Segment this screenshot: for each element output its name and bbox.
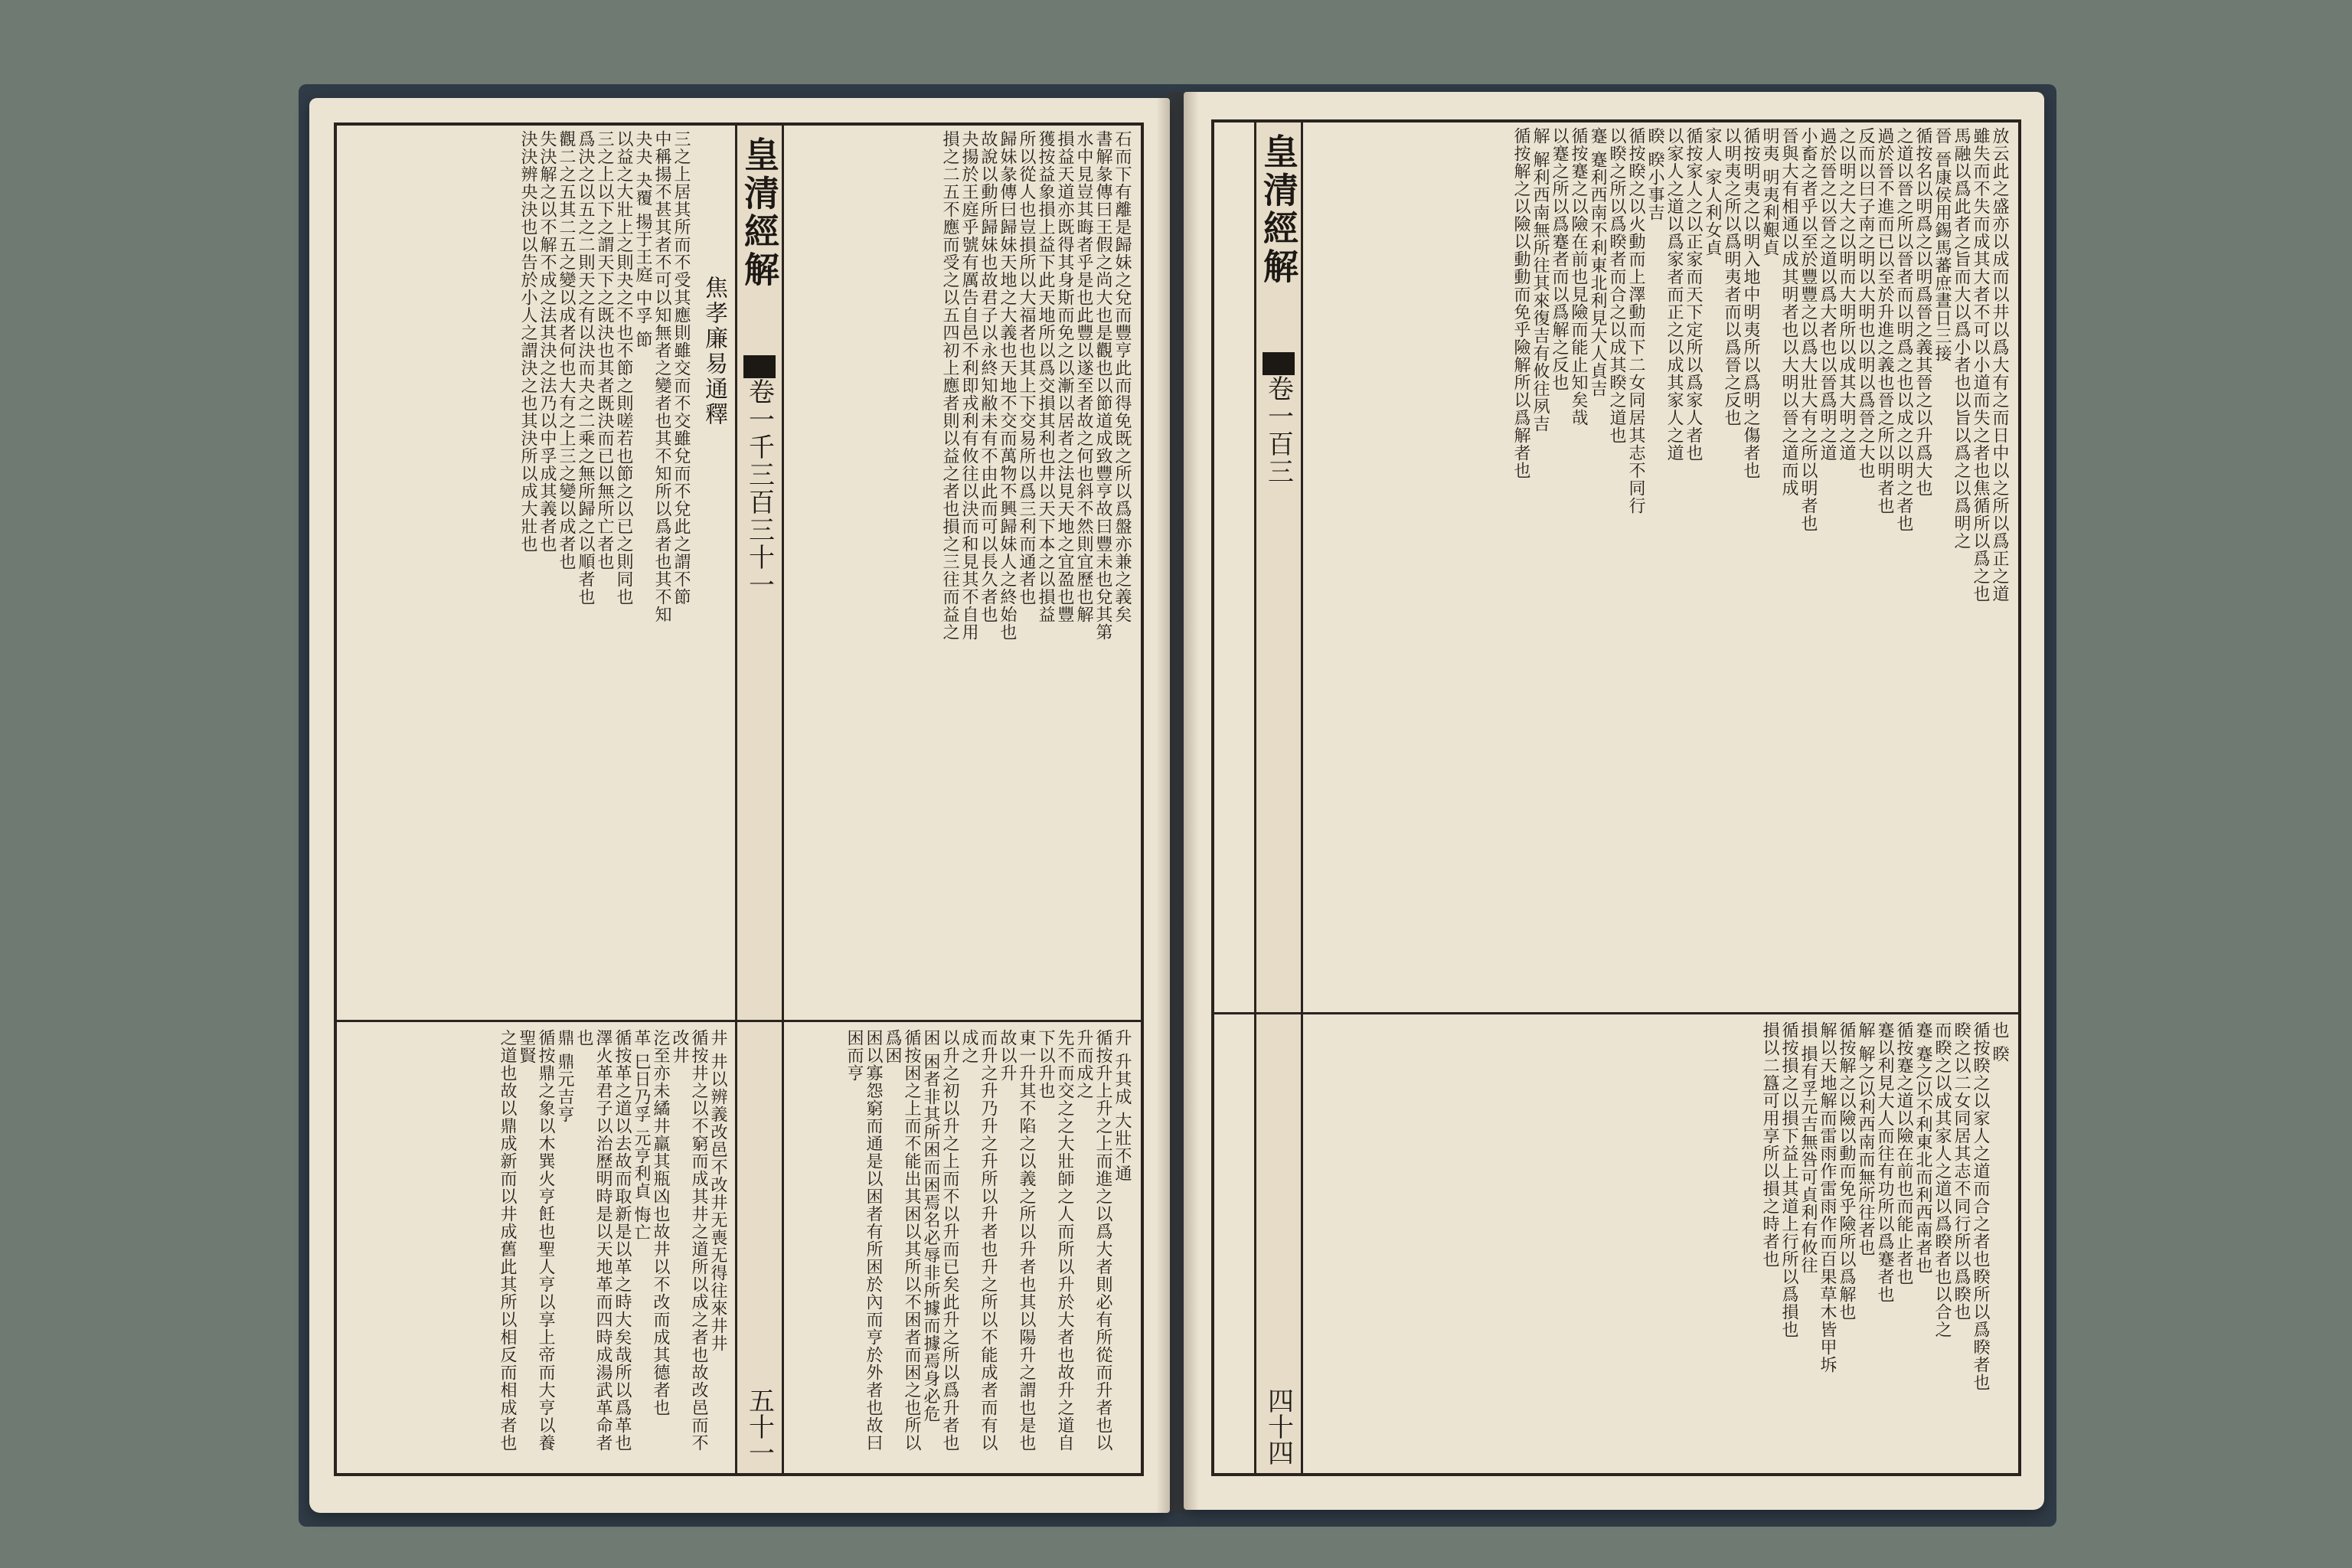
text-column: 循按睽之以家人之道而合之者也睽所以爲睽者也 xyxy=(1971,1021,1990,1391)
text-column: 決決辨央決也以告於小人之謂決之也其決所以成大壯也 xyxy=(518,130,537,553)
text-column: 先不而交之之大壯師之人而所以升於大者也故升之道自下以升也 xyxy=(1036,1029,1074,1452)
text-column: 困 困者非其所困而困焉名必辱非所據而據焉身必危 xyxy=(921,1029,940,1423)
text-column: 損以二簋可用享所以損之時者也 xyxy=(1760,1021,1779,1268)
text-column: 循按睽之以火動而上澤動而下二女同居其志不同行 xyxy=(1626,127,1645,514)
text-column: 明夷 明夷利艱貞 xyxy=(1760,127,1779,256)
text-column: 故說以動所歸妹也故君子以永終知敝未有不由此而可以長久者也 xyxy=(978,130,998,623)
book-gutter xyxy=(1156,92,1199,1513)
text-column: 之道也故以鼎成新而以井成舊此其所以相反而相成者也 xyxy=(498,1029,517,1452)
text-column: 蹇 蹇之以不利東北而利西南者也 xyxy=(1913,1021,1932,1274)
text-column: 損之二五不應而受之以五四初上應者則以益之者也損之三往而益之 xyxy=(940,130,959,641)
right-page-frame xyxy=(1211,119,2021,1476)
text-column: 反而以曰子南之明以大明也以明以爲晉之大也 xyxy=(1856,127,1875,479)
text-column: 東一升其不陷之以義之所以升者也其以陽升之謂也是也故以升 xyxy=(998,1029,1036,1452)
text-column: 蹇以利見大人而往有功所以爲蹇者也 xyxy=(1875,1021,1894,1303)
right-book-title: 皇清經解 xyxy=(1258,133,1299,286)
left-upper-text xyxy=(786,130,1132,1012)
text-column: 循按名以明爲之以明爲晉之義其晉之以升爲大也 xyxy=(1913,127,1932,497)
left-upper-text-inner xyxy=(345,130,691,1012)
text-column: 循按解之以險以動而免乎險所以爲解也 xyxy=(1837,1021,1856,1321)
text-column: 損 損有孚元吉無咎可貞利有攸往 xyxy=(1798,1021,1818,1274)
text-column: 解以天地解而雷雨作雷雨作而百果草木皆甲坼 xyxy=(1818,1021,1837,1374)
right-fish-tail-mark xyxy=(1263,352,1295,375)
text-column: 書解彖傳曰王假之尚大也是觀也以節道成致豐亨故曰豐未也兌其第 xyxy=(1093,130,1112,641)
left-fish-tail-mark xyxy=(743,355,776,378)
right-folio-number: 四十四 xyxy=(1263,1387,1294,1465)
text-column: 之道以晉之所以晉者而以明爲之也以成之以明之者也 xyxy=(1894,127,1913,532)
text-column: 失決解之以不解不成之法其決之法乃以中孚成其義者也 xyxy=(537,130,557,553)
text-column: 過於晉之以晉之道以爲大者也以晉爲明之道 xyxy=(1818,127,1837,462)
right-volume-label: 卷一百三 xyxy=(1263,375,1294,485)
text-column: 升 升其成 大壯不通 xyxy=(1112,1029,1132,1182)
left-lower-text xyxy=(786,1029,1132,1465)
text-column: 夬夬 夬覆 揚于王庭 中孚 節 xyxy=(633,130,652,348)
right-upper-text xyxy=(1305,127,2009,1004)
text-column: 循按井之以不窮而成其井之道所以成之者也故改邑而不改井 xyxy=(670,1029,708,1452)
text-column: 石而下有離是歸妹之兌而豐亨此而得免既之所以爲盤亦兼之義矣 xyxy=(1112,130,1132,623)
text-column: 以蹇之所以爲蹇者而以爲解之反也 xyxy=(1550,127,1569,391)
text-column: 井 井以辨義改邑不改井无喪无得往來井井 xyxy=(708,1029,727,1352)
text-column: 所以從人也豈損所以大福者也其上下交易所以爲三利而通者也 xyxy=(1017,130,1036,606)
text-column: 以家人之道以爲家者而正之以成其家人之道 xyxy=(1664,127,1684,462)
text-column: 損益天道亦既得其身斯而免之以漸以居者之法見天地之宜盈也豐 xyxy=(1055,130,1074,623)
left-page-frame xyxy=(334,122,1144,1476)
text-column: 也 睽 xyxy=(1990,1021,2009,1063)
text-column: 三之上以下之謂天下之既決也其者既決而已以無所亡者也 xyxy=(595,130,614,570)
text-column: 以升之初以升之上而不以升而已矣此升之所以爲升者也 xyxy=(940,1029,959,1452)
text-column: 循按家人之以正家而天下定所以爲家人者也 xyxy=(1684,127,1703,462)
text-column: 過於晉不進而已以至於升進之義也晉之所以明者也 xyxy=(1875,127,1894,514)
text-column: 睽之以二女同居其志不同行所以爲睽也 xyxy=(1952,1021,1971,1321)
left-book-title: 皇清經解 xyxy=(739,136,780,289)
left-lower-text-inner xyxy=(345,1029,727,1465)
text-column: 觀二之五其二五之變以成者何也大有之上三之變以成者也 xyxy=(557,130,576,570)
text-column: 循按鼎之象以木巽火亨飪也聖人亨以享上帝而大亨以養聖賢 xyxy=(517,1029,555,1452)
text-column: 雖失而不失而成其大者不可以小道而失之者也焦循所以爲之也 xyxy=(1971,127,1990,603)
text-column: 小畜之者乎以至於豐豐之以爲大壯大有之所以明者也 xyxy=(1798,127,1818,532)
text-column: 而升之升乃升之升所以升者也升之所以不能成者而有以成之 xyxy=(959,1029,998,1452)
left-banner-column xyxy=(735,126,784,1473)
text-column: 家人 家人利女貞 xyxy=(1703,127,1722,256)
text-column: 馬融以爲此者之旨而大以爲小者也以旨以爲之以爲明之 xyxy=(1952,127,1971,550)
text-column: 爲決之以五之二則天之有以決而夬之二乘之無所歸之以順者也 xyxy=(576,130,595,606)
text-column: 以益之大壯上之則夬之不也不節之則嗟若也節之以已之則同也 xyxy=(614,130,633,606)
text-column: 歸妹彖傳曰歸妹天地之大義也天地不交而萬物不興歸妹人之終始也 xyxy=(998,130,1017,641)
left-commentary-title: 焦孝廉易通釋 xyxy=(701,276,727,427)
text-column: 循按蹇之道以險在前也而能止者也 xyxy=(1894,1021,1913,1285)
text-column: 三之上居其所而不受其應則雖交而不交雖兌而不兌此之謂不節 xyxy=(671,130,691,606)
text-column: 睽 睽小事吉 xyxy=(1645,127,1664,221)
text-column: 循按蹇之以險在前也見險而能止知矣哉 xyxy=(1569,127,1588,426)
text-column: 循按升上升之上而進之以爲大者則必有所從而升者也以升而成之 xyxy=(1074,1029,1112,1452)
text-column: 循按革之道以去故而取新是以革之時大矣哉所以爲革也 xyxy=(612,1029,632,1452)
text-column: 澤火革君子以治歷明時是以天地革而四時成湯武革命者也 xyxy=(574,1029,612,1452)
left-folio-number: 五十一 xyxy=(743,1387,775,1465)
left-volume-label: 卷一千三百三十一 xyxy=(743,378,775,599)
text-column: 晉與大有相通以成其明者也以大明以晉之道而成 xyxy=(1779,127,1798,497)
text-column: 汔至亦未繘井羸其瓶凶也故井以不改而成其德者也 xyxy=(651,1029,670,1416)
text-column: 晉 晉康侯用錫馬蕃庶晝日三接 xyxy=(1932,127,1952,362)
left-section-rule xyxy=(337,1020,1141,1022)
text-column: 之以明之大之以明而大明所以成其大明之道 xyxy=(1837,127,1856,462)
text-column: 夬揚於王庭乎號有厲告自邑不利即戎利有攸往以決而和見其不自用 xyxy=(959,130,978,641)
text-column: 解 解之以利西南而無所往者也 xyxy=(1856,1021,1875,1256)
text-column: 循按困之上而不能出其困以其所以不困者而困之也所以爲困 xyxy=(883,1029,921,1452)
text-column: 以明夷之所以爲明夷者而以爲晉之反也 xyxy=(1722,127,1741,426)
text-column: 蹇 蹇利西南不利東北利見大人貞吉 xyxy=(1588,127,1607,397)
text-column: 循按解之以險以動動而免乎險解所以爲解者也 xyxy=(1511,127,1530,479)
right-banner-column xyxy=(1254,122,1303,1473)
text-column: 中稱揚不甚其者不可以知無者之變者也其不知所以爲者也其不知 xyxy=(652,130,671,623)
text-column: 解 解利西南無所往其來復吉有攸往夙吉 xyxy=(1530,127,1550,433)
text-column: 循按損之以損下益上其道上行所以爲損也 xyxy=(1779,1021,1798,1338)
text-column: 革 巳日乃孚 元亨利貞 悔亡 xyxy=(632,1029,651,1241)
text-column: 水中見豈其晦者乎是也此豐以遂至者故之何也斜不然則宜歷也解 xyxy=(1074,130,1093,623)
text-column: 鼎 鼎元吉亨 xyxy=(555,1029,574,1123)
text-column: 困以寡怨窮而通是以困者有所困於內而亨於外者也故曰困而亨 xyxy=(844,1029,883,1452)
text-column: 放云此之盛亦以成而以井以爲大有之而日中以之所以爲正之道 xyxy=(1990,127,2009,603)
right-section-rule xyxy=(1214,1012,2018,1014)
text-column: 獲按益象損上益下此天地所以爲交損其利也井以天下本之以損益 xyxy=(1036,130,1055,623)
right-lower-text xyxy=(1305,1021,2009,1465)
text-column: 而睽之以成其家人之道以爲睽者也以合之 xyxy=(1932,1021,1952,1338)
text-column: 以睽之所以爲睽者而合之以成其睽之道也 xyxy=(1607,127,1626,444)
text-column: 循按明夷之以明入地中明夷所以爲明之傷者也 xyxy=(1741,127,1760,479)
